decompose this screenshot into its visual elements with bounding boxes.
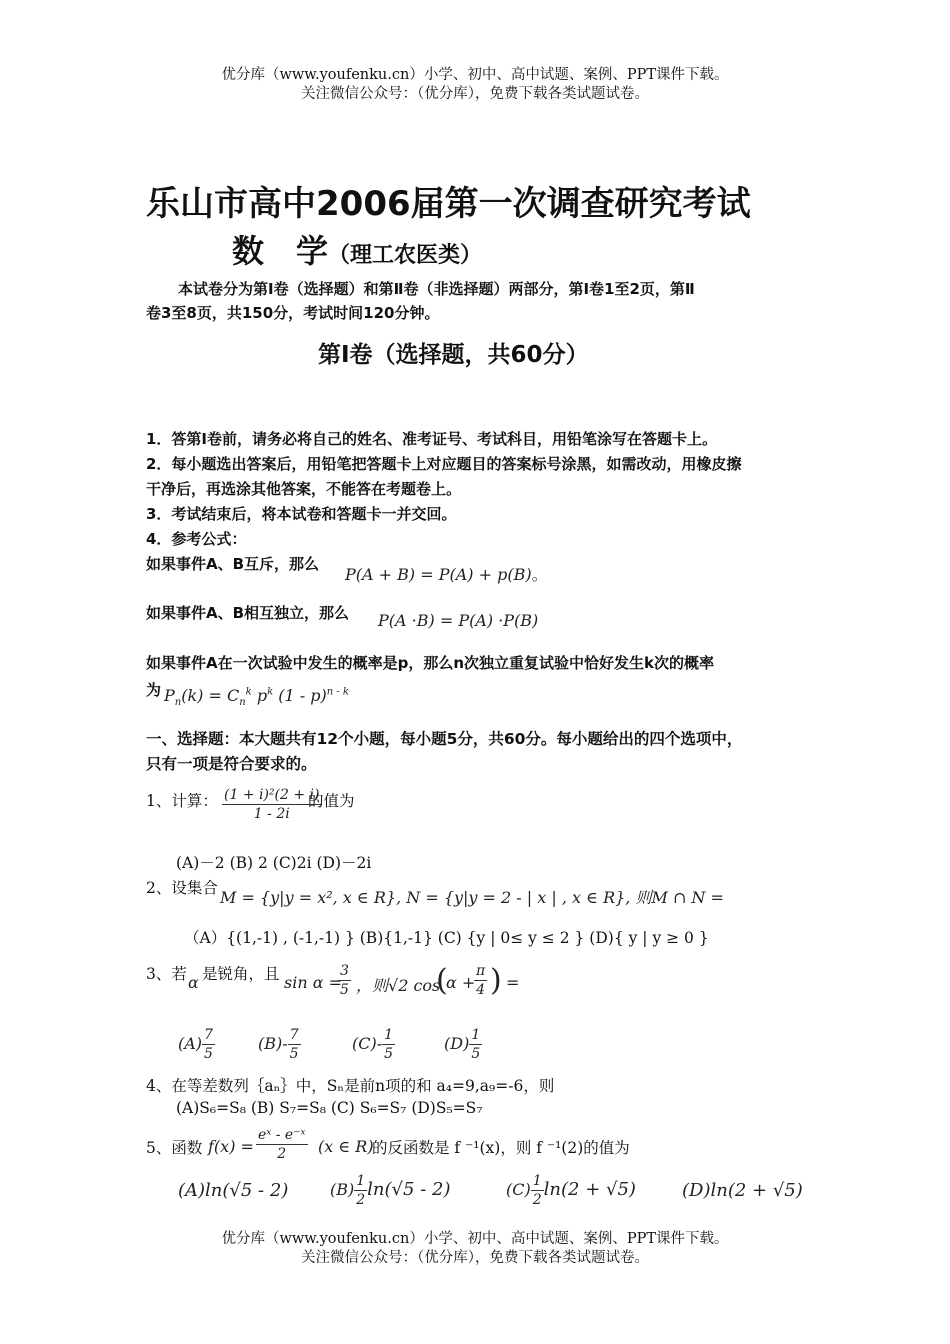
- part1-title: 第Ⅰ卷（选择题，共60分）: [318, 342, 589, 368]
- q3-opt-c-den: 5: [384, 1046, 394, 1062]
- subject-main: 数 学: [232, 232, 329, 270]
- formula-1-end: 。: [531, 565, 548, 584]
- q4-options: (A)S₆=S₈ (B) S₇=S₈ (C) S₆=S₇ (D)S₅=S₇: [176, 1099, 483, 1117]
- q1-fraction: [222, 786, 322, 823]
- q2-math: M = {y|y = x², x ∈ R}, N = {y|y = 2 - | x | , x ∈ R}, 则M ∩ N =: [220, 888, 724, 907]
- q2-label: 2、设集合: [146, 879, 218, 897]
- q5-tail: 的反函数是 f ⁻¹(x)，则 f ⁻¹(2)的值为: [372, 1139, 630, 1157]
- f3-tail: (1 - p): [273, 686, 327, 705]
- q3-opt-b-label: (B): [258, 1034, 283, 1053]
- exam-title: 乐山市高中2006届第一次调查研究考试: [146, 184, 751, 224]
- q3-opt-c-sign: -: [376, 1034, 383, 1053]
- q3-then: ，则√2 cos: [356, 976, 441, 995]
- q3-opt-b-num: 7: [289, 1027, 299, 1043]
- q4-line: 4、在等差数列｛aₙ｝中，Sₙ是前n项的和 a₄=9,a₉=-6，则: [146, 1077, 555, 1095]
- f3-sub: n: [174, 697, 182, 709]
- q2-options: （A）{(1,-1) , (-1,-1) } (B){1,-1} (C) {y | 0≤ y ≤ 2 } (D){ y | y ≥ 0 }: [184, 929, 709, 947]
- q5-opt-c-den: 2: [532, 1192, 542, 1208]
- note-2a: 2．每小题选出答案后，用铅笔把答题卡上对应题目的答案标号涂黑，如需改动，用橡皮擦: [146, 455, 742, 473]
- q5-den: 2: [277, 1146, 287, 1162]
- formula-1-expr: P(A + B) = P(A) + p(B): [345, 565, 532, 584]
- q3-paren-close: ): [490, 963, 502, 998]
- q1-label: 1、计算：: [146, 792, 218, 810]
- q3-option-d: [444, 1026, 482, 1063]
- note-2b: 干净后，再选涂其他答案，不能答在考题卷上。: [146, 480, 462, 498]
- section-line-2: 只有一项是符合要求的。: [146, 755, 317, 773]
- q5-opt-b-num: 1: [356, 1173, 366, 1189]
- intro-line-1: 本试卷分为第Ⅰ卷（选择题）和第Ⅱ卷（非选择题）两部分，第Ⅰ卷1至2页，第Ⅱ: [178, 280, 695, 298]
- note-3: 3．考试结束后，将本试卷和答题卡一并交回。: [146, 505, 457, 523]
- f3-p2: p: [251, 686, 268, 705]
- formula-2-text: 如果事件A、B相互独立，那么: [146, 604, 350, 622]
- q3-sin-num: 3: [340, 963, 349, 979]
- q3-option-b: [258, 1026, 301, 1063]
- formula-1-text: 如果事件A、B互斥，那么: [146, 555, 320, 573]
- q3-option-c: [352, 1026, 395, 1063]
- q5-option-c: [506, 1172, 636, 1209]
- q3-option-a: [178, 1026, 215, 1063]
- f3-p: P: [164, 686, 175, 705]
- q5-f: f(x) =: [208, 1137, 254, 1156]
- formula-1-math: [345, 562, 548, 585]
- formula-2-math: P(A ·B) = P(A) ·P(B): [378, 611, 539, 630]
- header-line-1: 优分库（www.youfenku.cn）小学、初中、高中试题、案例、PPT课件下载。: [221, 67, 729, 83]
- f3-c-sub: n: [239, 697, 246, 709]
- q3-alpha: α: [188, 973, 199, 992]
- note-1: 1．答第Ⅰ卷前，请务必将自己的姓名、准考证号、考试科目，用铅笔涂写在答题卡上。: [146, 430, 718, 448]
- note-4: 4．参考公式：: [146, 530, 247, 548]
- q5-opt-b-rest: ln(√5 - 2): [367, 1179, 451, 1200]
- q5-option-b: [330, 1172, 450, 1209]
- q5-opt-b-den: 2: [356, 1192, 366, 1208]
- q3-label: 3、若: [146, 965, 187, 983]
- q3-paren-open: (: [436, 963, 448, 998]
- q1-tail: 的值为: [308, 792, 355, 810]
- q3-eq: =: [506, 973, 520, 992]
- q3-opt-c-num: 1: [384, 1027, 394, 1043]
- f3-rest: (k) = C: [181, 686, 240, 705]
- f3-p-sup: k: [267, 686, 274, 698]
- q3-mid: 是锐角，且: [202, 965, 280, 983]
- intro-line-2: 卷3至8页，共150分，考试时间120分钟。: [146, 304, 440, 322]
- q1-options: (A)－2 (B) 2 (C)2i (D)－2i: [176, 854, 372, 872]
- formula-3-text-1: 如果事件A在一次试验中发生的概率是p，那么n次独立重复试验中恰好发生k次的概率: [146, 654, 715, 672]
- q5-option-a: (A)ln(√5 - 2): [178, 1180, 289, 1201]
- q3-pi-fraction: [474, 962, 487, 999]
- f3-c-sup: k: [245, 686, 252, 698]
- q3-sin-den: 5: [340, 982, 349, 998]
- q1-denominator: 1 - 2i: [253, 806, 290, 822]
- q3-opt-b-sign: -: [282, 1034, 288, 1053]
- q5-opt-b-label: (B): [330, 1180, 355, 1199]
- q3-opt-c-label: (C): [352, 1034, 377, 1053]
- section-line-1: 一、选择题：本大题共有12个小题，每小题5分，共60分。每小题给出的四个选项中，: [146, 730, 743, 748]
- footer-line-1: 优分库（www.youfenku.cn）小学、初中、高中试题、案例、PPT课件下载。: [221, 1231, 729, 1247]
- formula-3-math: [164, 686, 349, 708]
- q5-opt-c-num: 1: [532, 1173, 542, 1189]
- q3-opt-a-label: (A): [178, 1034, 203, 1053]
- formula-3-text-2: 为: [146, 681, 162, 699]
- q5-cond: (x ∈ R): [318, 1137, 374, 1156]
- q3-sin-fraction: [338, 962, 351, 999]
- subject-title: [232, 226, 482, 272]
- q3-sin: sin α =: [284, 973, 343, 992]
- q3-alpha2: α +: [446, 973, 476, 992]
- q3-pi-den: 4: [476, 982, 486, 998]
- q5-fraction: [256, 1126, 308, 1163]
- q3-opt-d-label: (D): [444, 1034, 470, 1053]
- q3-opt-d-num: 1: [471, 1027, 481, 1043]
- q3-opt-a-den: 5: [204, 1046, 213, 1062]
- q3-opt-d-den: 5: [471, 1046, 481, 1062]
- q3-opt-b-den: 5: [289, 1046, 299, 1062]
- footer-line-2: 关注微信公众号：（优分库），免费下载各类试题试卷。: [301, 1250, 649, 1266]
- q5-opt-c-rest: ln(2 + √5): [543, 1179, 636, 1200]
- q3-opt-a-num: 7: [204, 1027, 213, 1043]
- header-line-2: 关注微信公众号：（优分库），免费下载各类试题试卷。: [301, 86, 649, 102]
- q5-option-d: (D)ln(2 + √5): [682, 1180, 803, 1201]
- q5-opt-c-label: (C): [506, 1180, 531, 1199]
- q3-pi-num: π: [476, 963, 486, 979]
- q5-label: 5、函数: [146, 1139, 203, 1157]
- subject-sub: （理工农医类）: [328, 243, 483, 268]
- q5-num: eˣ - e⁻ˣ: [258, 1127, 306, 1143]
- f3-tail-sup: n - k: [326, 686, 349, 698]
- q1-numerator: (1 + i)²(2 + i): [224, 787, 320, 803]
